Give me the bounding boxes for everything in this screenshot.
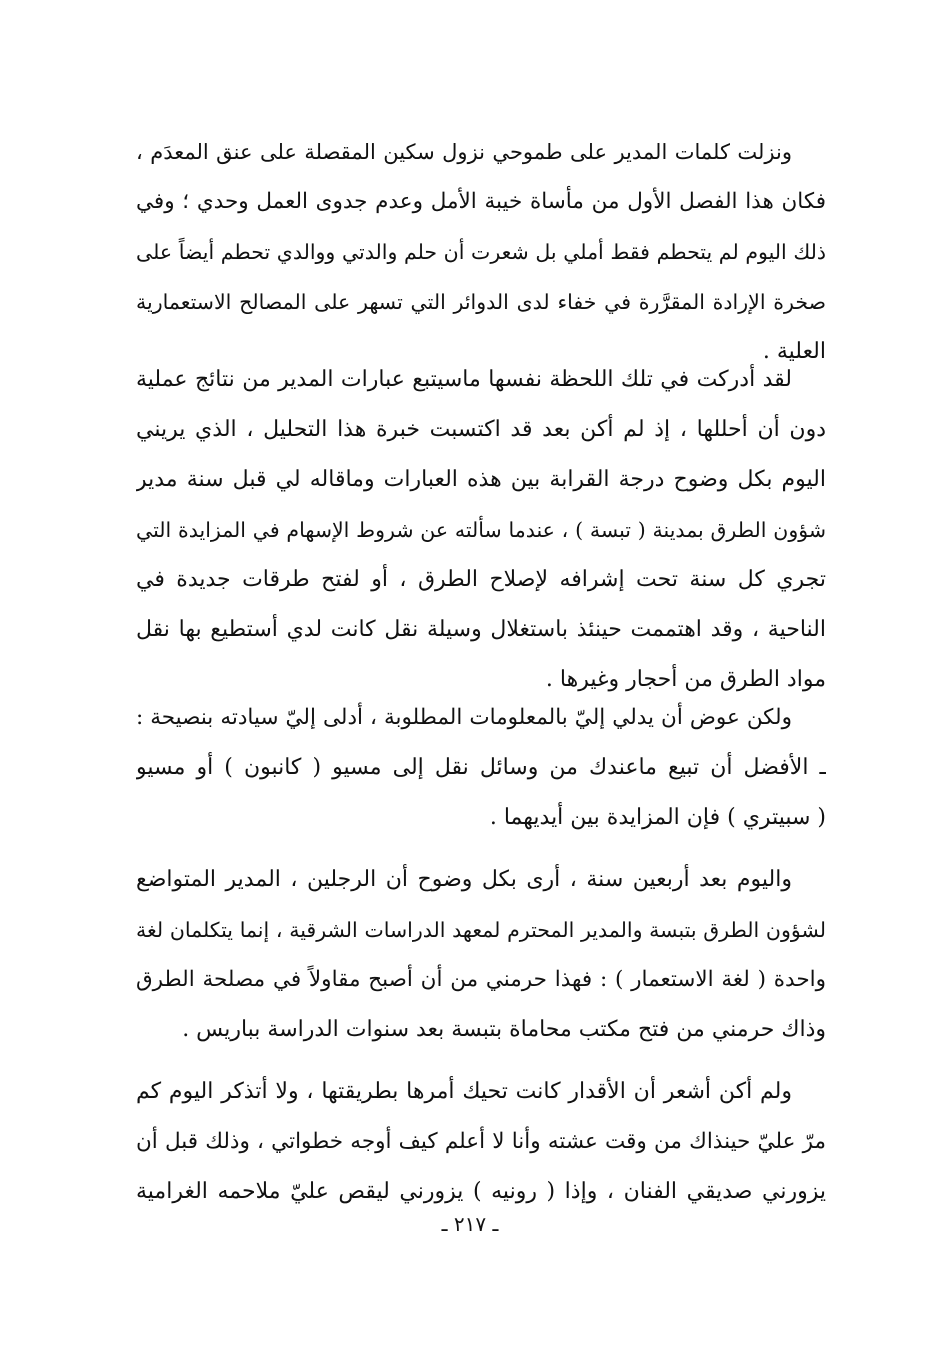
text-line: صخرة الإرادة المقرَّرة في خفاء لدى الدوائر التي تسهر على المصالح الاستعمارية bbox=[136, 290, 826, 314]
page-number: ـ ٢١٧ ـ bbox=[441, 1212, 499, 1236]
paragraph-4 bbox=[136, 855, 826, 1055]
paragraph-3 bbox=[136, 693, 826, 843]
text-line: تجري كل سنة تحت إشرافه لإصلاح الطرق ، أو لفتح طرقات جديدة في bbox=[136, 567, 826, 592]
text-line: لقد أدركت في تلك اللحظة نفسها ماسيتبع عبارات المدير من نتائج عملية bbox=[136, 367, 792, 392]
text-line: دون أن أحللها ، إذ لم أكن بعد قد اكتسبت خبرة هذا التحليل ، الذي يريني bbox=[136, 417, 826, 442]
text-line: الناحية ، وقد اهتممت حينئذ باستغلال وسيلة نقل كانت لدي أستطيع بها نقل bbox=[136, 617, 826, 642]
text-line: واليوم بعد أربعين سنة ، أرى بكل وضوح أن الرجلين ، المدير المتواضع bbox=[136, 867, 792, 892]
text-line: اليوم بكل وضوح درجة القرابة بين هذه العبارات وماقاله لي قبل سنة مدير bbox=[136, 467, 826, 492]
text-line: مرّ عليّ حينذاك من وقت عشته وأنا لا أعلم كيف أوجه خطواتي ، وذلك قبل أن bbox=[136, 1129, 826, 1154]
text-line: يزورني صديقي الفنان ، وإذا ( رونيه ) يزورني ليقص عليّ ملاحمه الغرامية bbox=[136, 1179, 826, 1204]
text-line: مواد الطرق من أحجار وغيرها . bbox=[545, 667, 826, 692]
text-line: ونزلت كلمات المدير على طموحي نزول سكين المقصلة على عنق المعدَم ، bbox=[136, 140, 792, 164]
text-line: لشؤون الطرق بتبسة والمدير المحترم لمعهد الدراسات الشرقية ، إنما يتكلمان لغة bbox=[136, 918, 826, 942]
text-line: واحدة ( لغة الاستعمار ) : فهذا حرمني من أن أصبح مقاولاً في مصلحة الطرق bbox=[136, 967, 826, 992]
paragraph-2 bbox=[136, 355, 826, 705]
text-line: ( سبيتري ) فإن المزايدة بين أيديهما . bbox=[489, 805, 826, 830]
paragraph-5 bbox=[136, 1067, 826, 1217]
paragraph-1 bbox=[136, 127, 826, 377]
text-line: شؤون الطرق بمدينة ( تبسة ) ، عندما سألته عن شروط الإسهام في المزايدة التي bbox=[136, 518, 826, 542]
text-line: ولم أكن أشعر أن الأقدار كانت تحيك أمرها بطريقتها ، ولا أتذكر اليوم كم bbox=[136, 1079, 792, 1104]
text-line: ـ الأفضل أن تبيع ماعندك من وسائل نقل إلى مسيو ( كانبون ) أو مسيو bbox=[136, 755, 826, 780]
text-line: العلية . bbox=[762, 339, 826, 364]
text-line: فكان هذا الفصل الأول من مأساة خيبة الأمل وعدم جدوى العمل وحدي ؛ وفي bbox=[136, 189, 826, 214]
text-line: وذاك حرمني من فتح مكتب محاماة بتبسة بعد سنوات الدراسة بباريس . bbox=[182, 1017, 826, 1042]
text-line: ولكن عوض أن يدلي إليّ بالمعلومات المطلوبة ، أدلى إليّ سيادته بنصيحة : bbox=[136, 705, 792, 730]
text-line: ذلك اليوم لم يتحطم فقط أملي بل شعرت أن حلم والدتي ووالدي تحطم أيضاً على bbox=[136, 240, 826, 264]
